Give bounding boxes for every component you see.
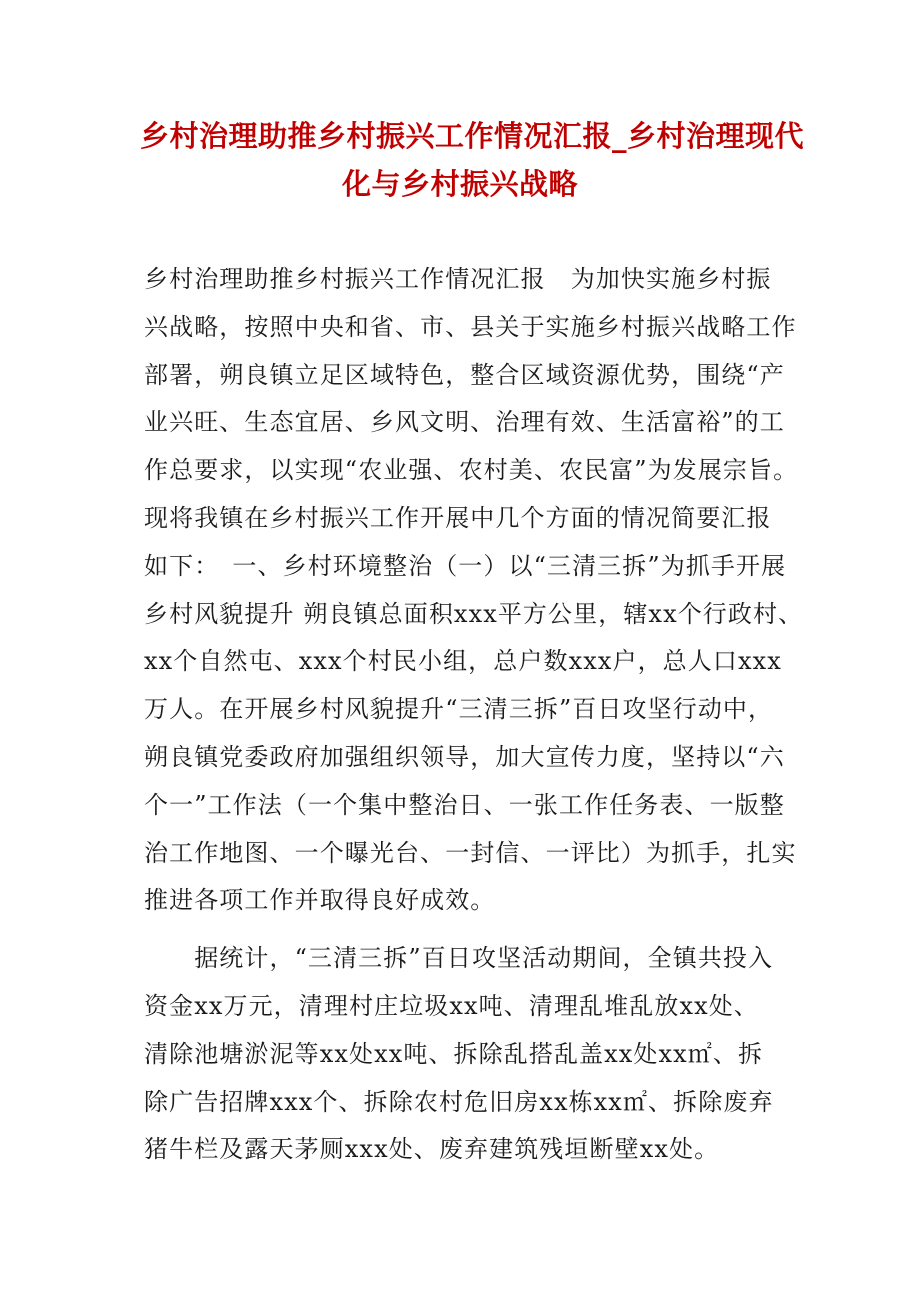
text-line: 据统计，“三清三拆”百日攻坚活动期间，全镇共投入 — [144, 944, 774, 973]
text-line: 业兴旺、生态宜居、乡风文明、治理有效、生活富裕”的工 — [144, 408, 785, 437]
text-line: 猪牛栏及露天茅厕xxx处、废弃建筑残垣断壁xx处。 — [144, 1135, 720, 1164]
title-line: 化与乡村振兴战略 — [341, 167, 578, 201]
text-line: 个一”工作法（一个集中整治日、一张工作任务表、一版整 — [144, 790, 785, 819]
text-line: 如下： 一、乡村环境整治（一）以“三清三拆”为抓手开展 — [144, 551, 787, 580]
paragraph-gap — [144, 925, 784, 935]
paragraph-2 — [144, 935, 784, 1174]
text-line: 现将我镇在乡村振兴工作开展中几个方面的情况简要汇报 — [144, 503, 772, 532]
title-line: 乡村治理助推乡村振兴工作情况汇报_乡村治理现代 — [140, 119, 805, 153]
text-line: 兴战略，按照中央和省、市、县关于实施乡村振兴战略工作 — [144, 312, 797, 341]
text-line: 万人。在开展乡村风貌提升“三清三拆”百日攻坚行动中， — [144, 695, 774, 724]
text-line: 治工作地图、一个曝光台、一封信、一评比）为抓手，扎实 — [144, 838, 797, 867]
text-line: 清除池塘淤泥等xx处xx吨、拆除乱搭乱盖xx处xx㎡、拆 — [144, 1039, 764, 1068]
text-line: 乡村风貌提升 朔良镇总面积xxx平方公里，辖xx个行政村、 — [144, 599, 804, 628]
text-line: 部署，朔良镇立足区域特色，整合区域资源优势，围绕“产 — [144, 360, 785, 389]
text-line: xx个自然屯、xxx个村民小组，总户数xxx户，总人口xxx — [144, 647, 782, 676]
text-line: 乡村治理助推乡村振兴工作情况汇报 为加快实施乡村振 — [144, 265, 772, 293]
document-body — [144, 256, 804, 1174]
document-title — [140, 112, 805, 208]
text-line: 作总要求，以实现“农业强、农村美、农民富”为发展宗旨。 — [144, 456, 799, 485]
text-line: 除广告招牌xxx个、拆除农村危旧房xx栋xx㎡、拆除废弃 — [144, 1087, 774, 1116]
text-line: 朔良镇党委政府加强组织领导，加大宣传力度，坚持以“六 — [144, 742, 785, 771]
paragraph-1 — [144, 256, 804, 925]
text-line: 资金xx万元，清理村庄垃圾xx吨、清理乱堆乱放xx处、 — [144, 991, 759, 1020]
text-line: 推进各项工作并取得良好成效。 — [144, 886, 496, 915]
